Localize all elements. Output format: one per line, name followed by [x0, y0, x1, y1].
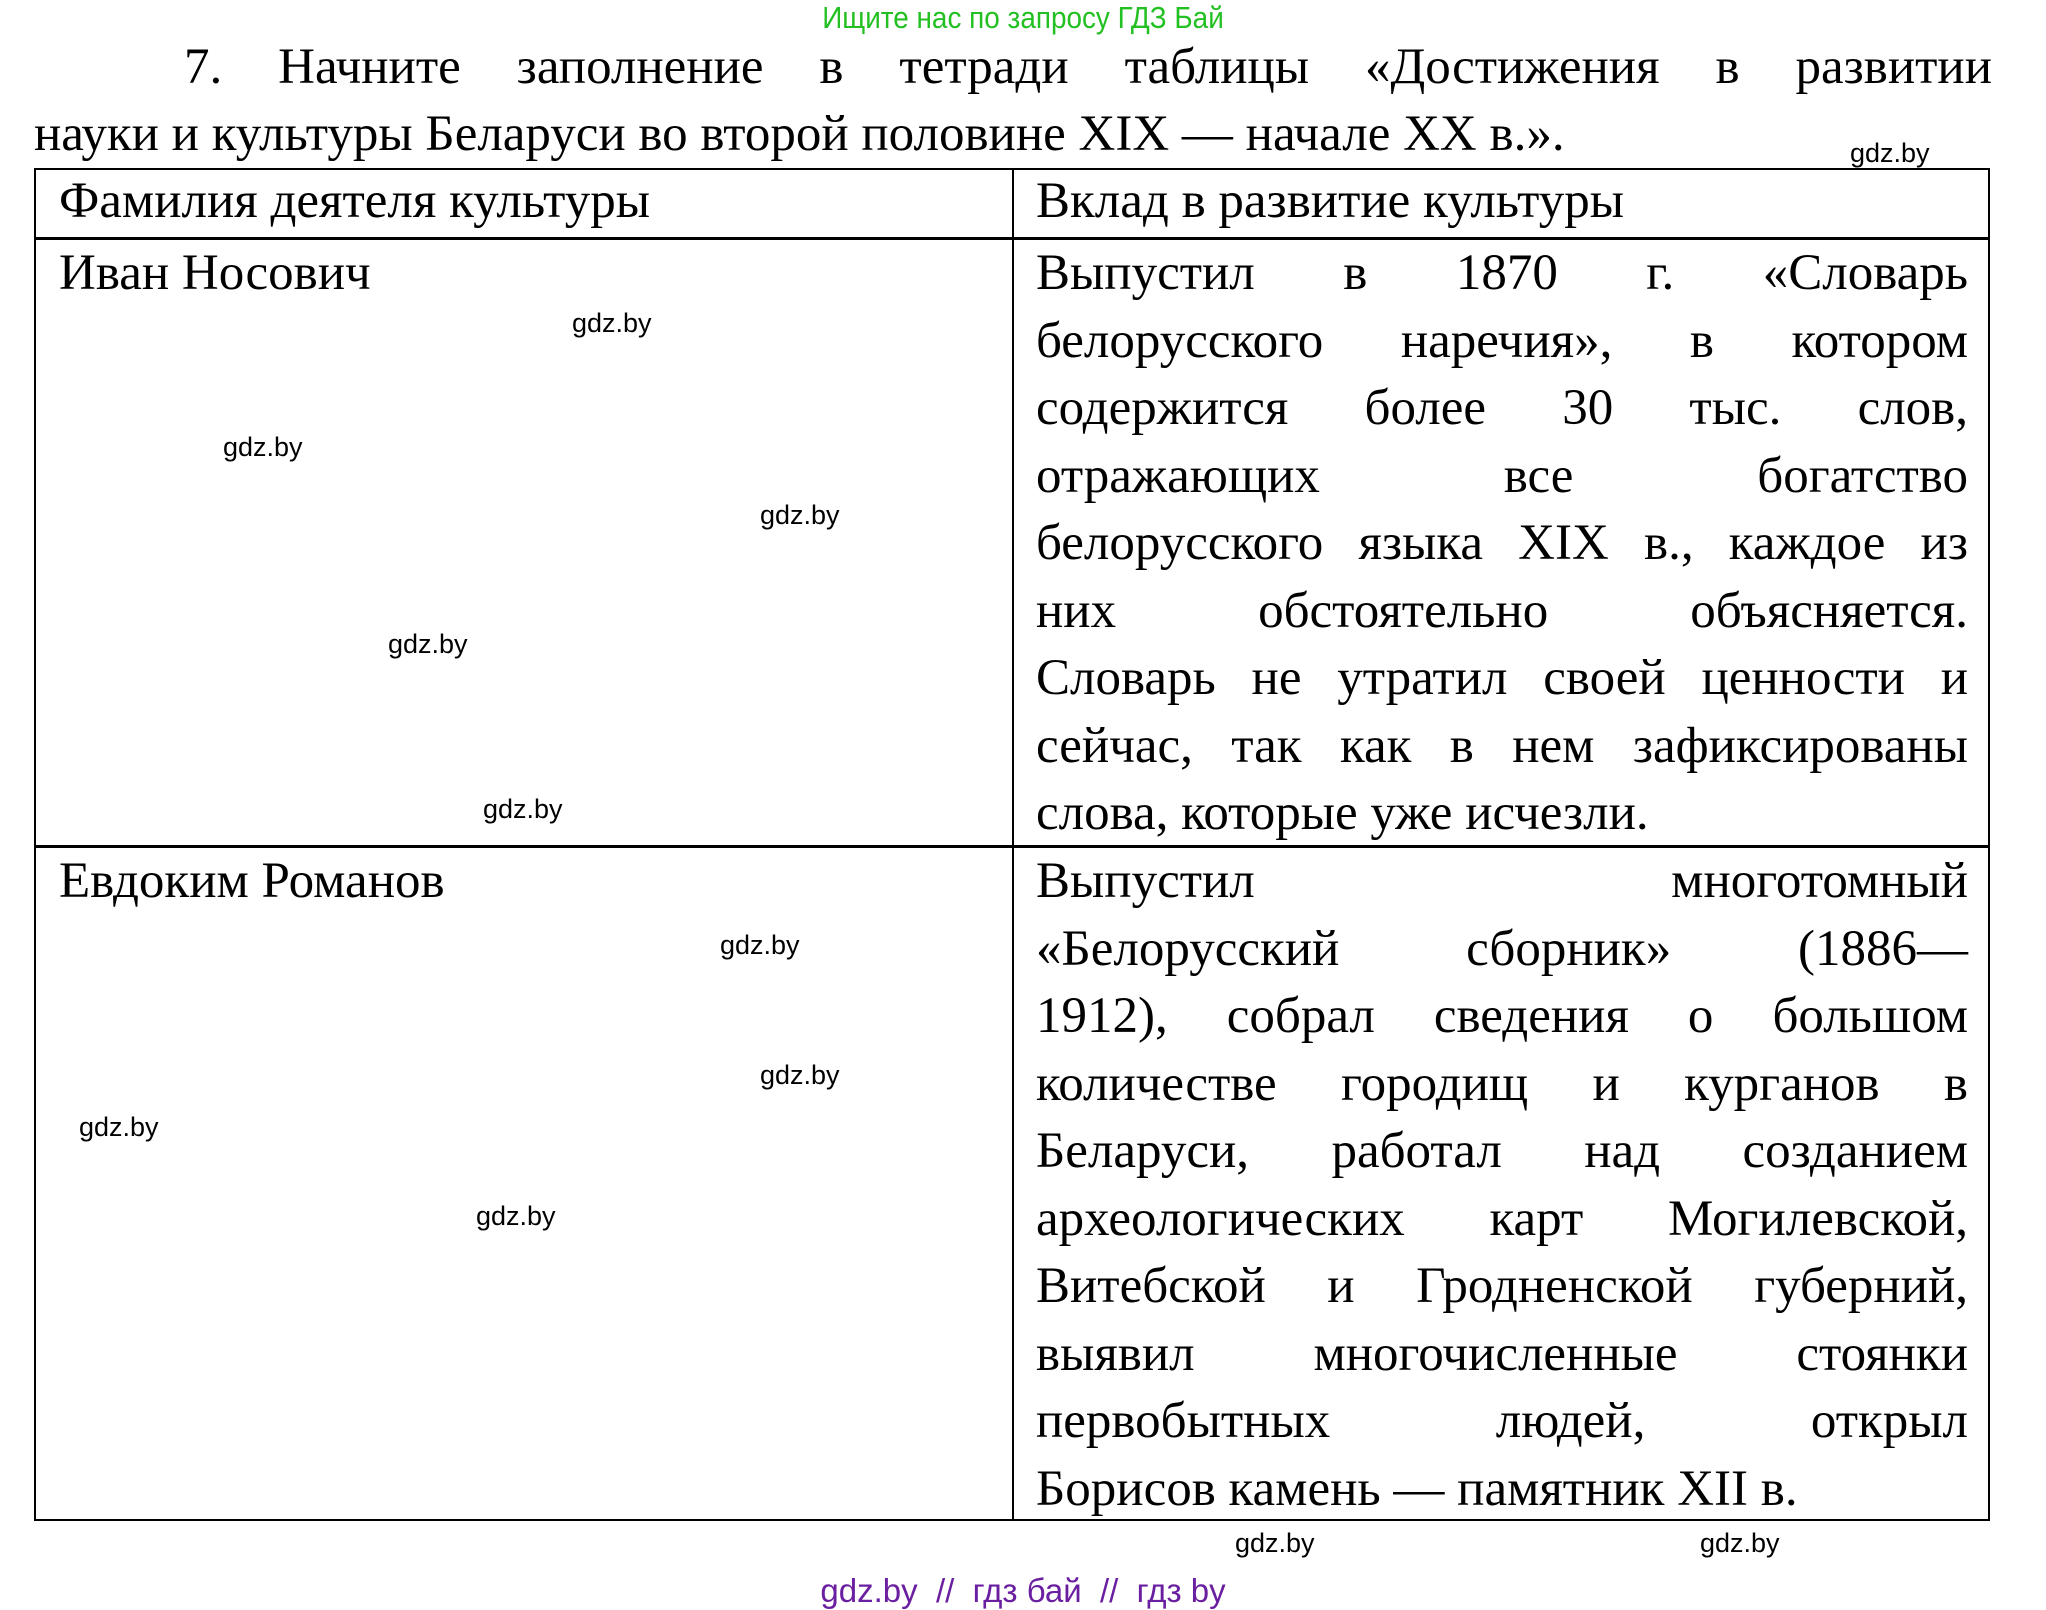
watermark: gdz.by	[1700, 1528, 1780, 1558]
row-2-name: Евдоким Романов	[59, 853, 445, 909]
text-line: Беларуси, работал над созданием	[1036, 1123, 1968, 1179]
watermark: gdz.by	[1850, 138, 1930, 168]
watermark: gdz.by	[483, 794, 563, 824]
watermark: gdz.by	[388, 629, 468, 659]
text-line: них обстоятельно объясняется.	[1036, 582, 1968, 639]
text-line: содержится более 30 тыс. слов,	[1036, 380, 1968, 436]
text-line: «Белорусский сборник» (1886—	[1036, 920, 1968, 977]
watermark: gdz.by	[1235, 1528, 1315, 1558]
text-line: Борисов камень — памятник XII в.	[1036, 1460, 1798, 1517]
text-line: слова, которые уже исчезли.	[1036, 785, 1649, 841]
row-1-contribution	[1036, 240, 1968, 848]
watermark: gdz.by	[572, 308, 652, 338]
watermark: gdz.by	[760, 500, 840, 530]
watermark: gdz.by	[720, 930, 800, 960]
text-line: археологических карт Могилевской,	[1036, 1190, 1968, 1247]
text-line: отражающих все богатство	[1036, 447, 1968, 504]
watermark: gdz.by	[760, 1060, 840, 1090]
task-line-1: 7. Начните заполнение в тетради таблицы «Достижения в развитии	[184, 39, 1992, 95]
text-line: Витебской и Гродненской губерний,	[1036, 1258, 1968, 1314]
text-line: белорусского наречия», в котором	[1036, 312, 1968, 369]
text-line: Словарь не утратил своей ценности и	[1036, 650, 1968, 706]
header-contribution: Вклад в развитие культуры	[1036, 173, 1624, 229]
row-2-contribution	[1036, 848, 1968, 1523]
text-line: 1912), собрал сведения о большом	[1036, 988, 1968, 1044]
text-line: выявил многочисленные стоянки	[1036, 1325, 1968, 1382]
text-line: первобытных людей, открыл	[1036, 1393, 1968, 1449]
text-line: Выпустил многотомный	[1036, 853, 1968, 909]
row-1-name: Иван Носович	[59, 245, 371, 301]
text-line: количестве городищ и курганов в	[1036, 1055, 1968, 1112]
header-name: Фамилия деятеля культуры	[59, 173, 651, 229]
culture-table	[34, 168, 1990, 1521]
text-line: сейчас, так как в нем зафиксированы	[1036, 717, 1968, 774]
footer-links[interactable]: gdz.by // гдз бай // гдз by	[820, 1572, 1226, 1609]
watermark: gdz.by	[223, 432, 303, 462]
task-line-2: науки и культуры Беларуси во второй половине XIX — начале XX в.».	[34, 106, 1565, 162]
watermark: gdz.by	[79, 1112, 159, 1142]
promo-banner[interactable]: Ищите нас по запросу ГДЗ Бай	[822, 0, 1224, 35]
watermark: gdz.by	[476, 1201, 556, 1231]
text-line: белорусского языка XIX в., каждое из	[1036, 515, 1968, 571]
text-line: Выпустил в 1870 г. «Словарь	[1036, 245, 1968, 301]
